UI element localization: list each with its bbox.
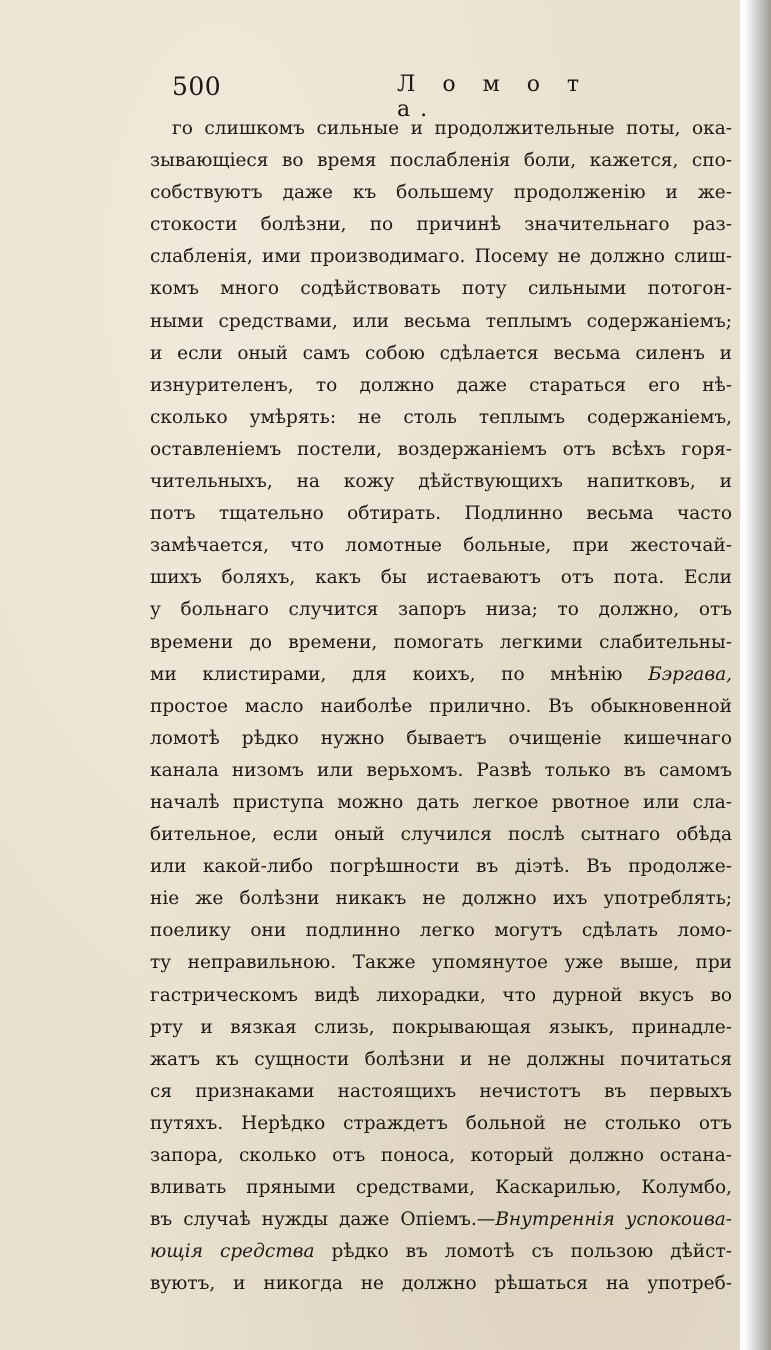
text-line: потъ тщательно обтирать. Подлинно весьма часто (150, 503, 732, 525)
text-line: стокости болѣзни, по причинѣ значительнаго раз- (150, 214, 732, 236)
text-line: го слишкомъ сильные и продолжительные поты, ока- (172, 118, 732, 139)
text-line: гастрическомъ видѣ лихорадки, что дурной вкусъ во (150, 984, 732, 1006)
text-line: вуютъ, и никогда не должно рѣшаться на употреб- (150, 1273, 732, 1295)
text-line: шихъ боляхъ, какъ бы истаеваютъ отъ пота. Если (150, 567, 732, 589)
text-line: комъ много содѣйствовать поту сильными потогон- (150, 278, 732, 300)
text-line: жатъ къ сущности болѣзни и не должны почитаться (150, 1048, 732, 1070)
text-line: у больнаго случится запоръ низа; то должно, отъ (150, 599, 732, 621)
text-line: путяхъ. Нерѣдко страждетъ больной не столько отъ (150, 1112, 732, 1134)
text-line: поелику они подлинно легко могутъ сдѣлать ломо- (150, 920, 732, 942)
text-line: ту неправильною. Также упомянутое уже выше, при (150, 952, 732, 974)
italic-phrase: ющія средства (150, 1241, 315, 1263)
text-line: слабленія, ими производимаго. Посему не должно слиш- (150, 246, 732, 268)
body-text (150, 113, 732, 1300)
text-line: ся признаками настоящихъ нечистотъ въ первыхъ (150, 1080, 732, 1102)
text-line: собствуютъ даже къ большему продолженію и же- (150, 182, 732, 204)
text-line: замѣчается, что ломотные больные, при жесточай- (150, 535, 732, 557)
text-line: чительныхъ, на кожу дѣйствующихъ напитковъ, и (150, 471, 732, 493)
page-number: 500 (172, 72, 222, 101)
text-line: простое масло наиболѣе прилично. Въ обыкновенной (150, 695, 732, 717)
text-line: или какой-либо погрѣшности въ діэтѣ. Въ продолже- (150, 856, 732, 878)
running-head (172, 72, 592, 122)
text-line: и если оный самъ собою сдѣлается весьма силенъ и (150, 342, 732, 364)
text-line: въ случаѣ нужды даже Опіемъ.—Внутреннія успокоива- (150, 1209, 732, 1231)
text-line: изнурителенъ, то должно даже стараться его нѣ- (150, 374, 732, 396)
text-line: сколько умѣрять: не столь теплымъ содержаніемъ, (150, 406, 732, 428)
text-line: ломотѣ рѣдко нужно бываетъ очищеніе кишечнаго (150, 727, 732, 749)
text-line: времени до времени, помогать легкими слабительны- (150, 631, 732, 653)
running-title: Л о м о т а. (397, 72, 590, 122)
text-line: рту и вязкая слизь, покрывающая языкъ, принадле- (150, 1016, 732, 1038)
text-line: ющія средства рѣдко въ ломотѣ съ пользою дѣйст- (150, 1241, 732, 1263)
text-line: вливать пряными средствами, Каскарилью, Колумбо, (150, 1177, 732, 1199)
italic-phrase: Внутреннія успокоива- (495, 1209, 732, 1231)
text-line: бительное, если оный случился послѣ сытнаго обѣда (150, 824, 732, 846)
text-line: ми клистирами, для коихъ, по мнѣнію Бэргава, (150, 663, 732, 685)
text-line: зывающіеся во время послабленія боли, кажется, спо- (150, 150, 732, 172)
text-line: ніе же болѣзни никакъ не должно ихъ употреблять; (150, 888, 732, 910)
text-line: оставленіемъ постели, воздержаніемъ отъ всѣхъ горя- (150, 438, 732, 460)
text-line: запора, сколько отъ поноса, который должно остана- (150, 1145, 732, 1166)
italic-author-name: Бэргава, (648, 663, 732, 685)
text-line: ными средствами, или весьма теплымъ содержаніемъ; (150, 310, 732, 332)
page-edge-shadow (745, 0, 771, 1350)
text-line: канала низомъ или верьхомъ. Развѣ только въ самомъ (150, 759, 732, 781)
text-line: началѣ приступа можно дать легкое рвотное или сла- (150, 791, 732, 813)
